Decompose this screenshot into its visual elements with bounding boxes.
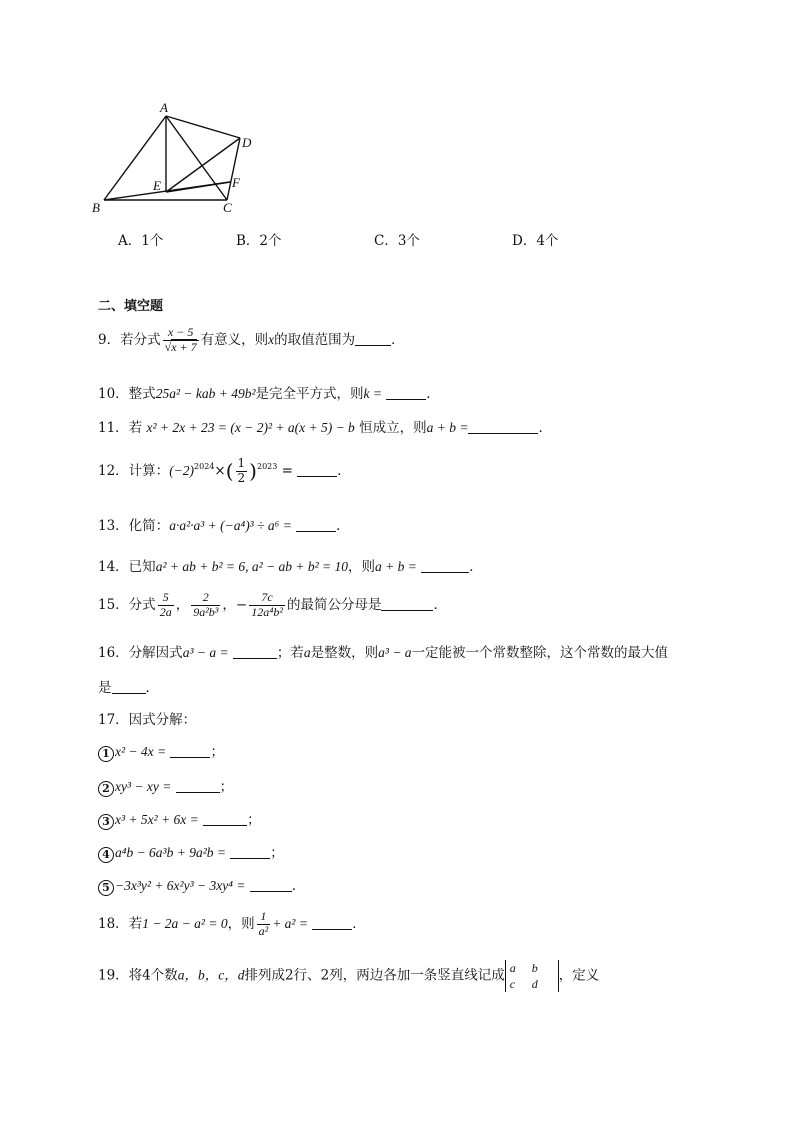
q19-prefix: 19．将4个数: [98, 967, 178, 984]
q12-blank[interactable]: [297, 464, 337, 477]
q11-prefix: 11．若: [98, 420, 143, 436]
q17-2-blank[interactable]: [176, 780, 220, 793]
q10-ans: k =: [363, 386, 382, 401]
question-11: [98, 416, 552, 436]
q12-times: ×: [214, 462, 226, 479]
circle-1-icon: 1: [98, 746, 114, 762]
q16-prefix: 16．分解因式: [98, 645, 183, 661]
q13-end: ．: [336, 518, 350, 534]
circle-2-icon: 2: [98, 781, 114, 797]
question-13: [98, 514, 350, 534]
q11-expr: x² + 2x + 23 = (x − 2)² + a(x + 5) − b: [146, 420, 355, 435]
label-e: E: [153, 178, 161, 193]
q16-blank2[interactable]: [112, 681, 146, 694]
q17-1-blank[interactable]: [170, 745, 210, 758]
q18-text: ，则: [227, 915, 255, 932]
question-12: 12．计算：$(-2)^{2024}\times$( $\frac{1}{2}$ )$^{2023}$ = ．: [98, 456, 351, 485]
q16-line2: 是: [98, 680, 112, 696]
q19-determinant: a b c d: [505, 960, 559, 992]
q18-expr: 1 − 2a − a² = 0: [142, 915, 228, 931]
q17-5-end: ．: [291, 878, 306, 894]
q17-2-end: ；: [219, 779, 234, 795]
q17-5-blank[interactable]: [250, 879, 292, 892]
q17-5-expr: −3x³y² + 6x²y³ − 3xy⁴ =: [115, 878, 246, 893]
q16-tail: 一定能被一个常数整除，这个常数的最大值: [411, 645, 669, 661]
label-b: B: [92, 200, 100, 215]
q17-item-4: [98, 841, 284, 863]
q17-3-expr: x³ + 5x² + 6x =: [115, 812, 199, 827]
q14-prefix: 14．已知: [98, 559, 156, 575]
section-title: 二、填空题: [98, 299, 164, 314]
question-14: [98, 555, 483, 575]
question-10: [98, 382, 440, 402]
q18-blank[interactable]: [312, 917, 352, 930]
q14-end: ．: [469, 559, 483, 575]
q9-denominator: x + 7: [171, 339, 197, 354]
q12-base: (−2): [169, 462, 195, 478]
q9-text2: 的取值范围为: [274, 331, 356, 348]
question-16-line2: [98, 676, 159, 696]
q16-var: a: [303, 645, 311, 660]
q18-fraction: $\frac{1}{\text{a²}}$: [258, 909, 269, 938]
q16-expr: a³ − a =: [182, 645, 229, 660]
q9-fraction: $\frac{x - 5}{√x + 7}$: [164, 325, 197, 354]
q17-1-expr: x² − 4x =: [115, 744, 167, 759]
q13-prefix: 13．化简：: [98, 518, 170, 534]
q10-expr: 25a² − kab + 49b²: [155, 386, 256, 401]
q19-mid: 排列成2行、2列，两边各加一条竖直线记成: [244, 967, 505, 984]
q12-end: ．: [337, 462, 351, 479]
q12-half: $\frac{1}{2}$: [237, 456, 246, 485]
q9-numerator: x − 5: [163, 326, 199, 341]
q11-text: 恒成立，则: [359, 420, 427, 436]
q16-end: ．: [145, 680, 159, 696]
q13-blank[interactable]: [296, 519, 336, 532]
label-f: F: [232, 175, 240, 190]
q17-item-5: [98, 874, 305, 896]
q16-mid2: 是整数，则: [310, 645, 379, 661]
q16-blank1[interactable]: [233, 646, 277, 659]
q15-frac3: $\frac{7c}{\text{12a⁴b²}}$: [251, 590, 283, 619]
q12-eq: =: [281, 462, 293, 479]
q10-prefix: 10．整式: [98, 386, 156, 402]
q17-item-2: [98, 775, 233, 797]
question-15: 15．分式 $\frac{5}{2a}$ ， $\frac{2}{\text{9a²b³}}$ ，− $\frac{7c}{\text{12a⁴b²}}$ 的最简公分母是 ．: [98, 590, 447, 619]
q9-blank[interactable]: [355, 333, 391, 346]
q10-blank[interactable]: [386, 387, 426, 400]
q11-blank[interactable]: [468, 421, 538, 434]
q14-blank[interactable]: [421, 560, 469, 573]
q9-end: ．: [391, 331, 405, 348]
label-c: C: [223, 200, 232, 215]
question-9: [98, 326, 405, 355]
q12-exp2: 2023: [256, 461, 278, 471]
question-17-title: 17．因式分解：: [98, 712, 197, 728]
q9-text: 有意义，则: [200, 331, 269, 348]
q17-4-blank[interactable]: [230, 846, 270, 859]
q15-text: 的最简公分母是: [286, 596, 382, 613]
q17-4-end: ；: [270, 845, 284, 861]
q14-ans: a + b =: [375, 559, 417, 574]
question-19: [98, 960, 599, 992]
q19-text: ，定义: [558, 967, 600, 984]
option-a[interactable]: A．1个: [118, 233, 164, 249]
circle-3-icon: 3: [98, 814, 114, 830]
option-c[interactable]: C．3个: [374, 233, 420, 249]
q15-frac2: $\frac{2}{\text{9a²b³}}$: [193, 590, 219, 619]
q15-blank[interactable]: [381, 598, 433, 611]
q17-3-end: ；: [247, 812, 261, 828]
q17-2-expr: xy³ − xy =: [115, 779, 172, 794]
question-18: [98, 910, 366, 939]
q9-prefix: 9．若分式: [98, 331, 161, 348]
q9-var: x: [268, 331, 275, 347]
q14-expr: a² + ab + b² = 6, a² − ab + b² = 10: [155, 559, 349, 574]
q18-end: ．: [352, 915, 366, 932]
option-b[interactable]: B．2个: [236, 233, 282, 249]
q17-4-expr: a⁴b − 6a³b + 9a²b =: [115, 845, 226, 860]
q18-prefix: 18．若: [98, 915, 143, 932]
q15-prefix: 15．分式: [98, 596, 156, 613]
q15-end: ．: [433, 596, 447, 613]
q16-mid: ；若: [276, 645, 304, 661]
q10-text: 是完全平方式，则: [255, 386, 364, 402]
q16-expr2: a³ − a: [378, 645, 412, 660]
circle-5-icon: 5: [98, 880, 114, 896]
q14-text: ，则: [348, 559, 376, 575]
q12-exp1: 2024: [194, 461, 215, 471]
q19-vars: a，b，c，d: [177, 967, 245, 983]
q17-3-blank[interactable]: [203, 813, 247, 826]
q11-end: ．: [538, 420, 552, 436]
question-16: [98, 641, 668, 661]
triangle-figure: [90, 95, 260, 225]
q10-end: ．: [426, 386, 440, 402]
q11-ans: a + b =: [426, 420, 469, 435]
label-a: A: [160, 100, 168, 115]
q17-item-3: [98, 808, 261, 830]
q13-expr: a·a²·a³ + (−a⁴)³ ÷ a⁶ =: [169, 518, 292, 533]
q17-1-end: ；: [210, 744, 224, 760]
option-d[interactable]: D．4个: [512, 233, 559, 249]
label-d: D: [242, 135, 252, 150]
q18-tail: + a² =: [272, 915, 308, 931]
q12-prefix: 12．计算：: [98, 462, 170, 479]
q15-frac1: $\frac{5}{2a}$: [159, 590, 172, 619]
circle-4-icon: 4: [98, 847, 114, 863]
q17-item-1: [98, 740, 224, 762]
